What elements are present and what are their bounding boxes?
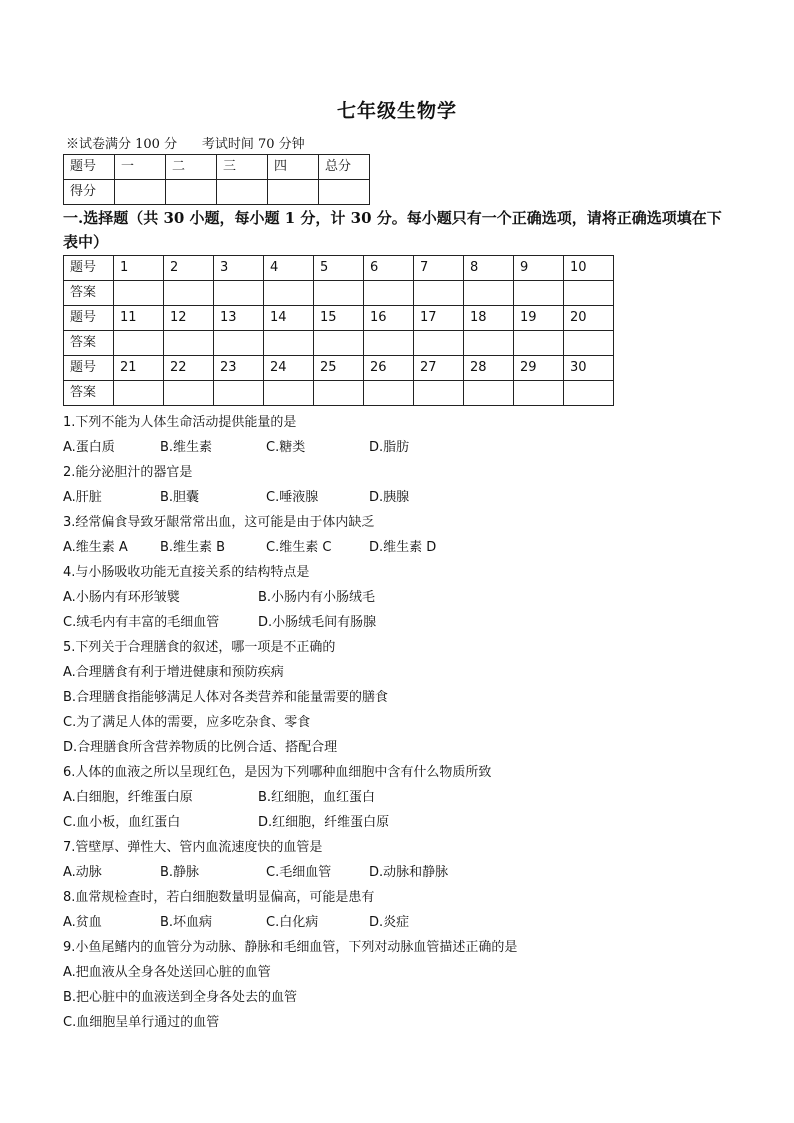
question-number-cell: 19 bbox=[514, 306, 564, 331]
answer-option: B.胆囊 bbox=[160, 490, 200, 505]
question-number-cell: 16 bbox=[364, 306, 414, 331]
question-number-cell: 2 bbox=[164, 256, 214, 281]
answer-option: C.毛细血管 bbox=[266, 865, 332, 880]
exam-info: ※试卷满分 100 分 考试时间 70 分钟 bbox=[66, 137, 305, 152]
answer-option: D.小肠绒毛间有肠腺 bbox=[258, 615, 377, 630]
answer-label: 答案 bbox=[64, 331, 114, 356]
answer-option: C.维生素 C bbox=[266, 540, 332, 555]
score-header-cell: 总分 bbox=[319, 155, 370, 180]
question-stem: 9.小鱼尾鳍内的血管分为动脉、静脉和毛细血管，下列对动脉血管描述正确的是 bbox=[63, 940, 518, 955]
answer-row bbox=[64, 331, 614, 356]
option-line bbox=[63, 860, 743, 885]
answer-cell[interactable] bbox=[214, 281, 264, 306]
answer-cell[interactable] bbox=[264, 381, 314, 406]
answer-row bbox=[64, 281, 614, 306]
answer-option: C.糖类 bbox=[266, 440, 306, 455]
question-number-cell: 5 bbox=[314, 256, 364, 281]
question-number-cell: 21 bbox=[114, 356, 164, 381]
answer-cell[interactable] bbox=[314, 381, 364, 406]
answer-option: B.维生素 B bbox=[160, 540, 226, 555]
answer-option: C.白化病 bbox=[266, 915, 319, 930]
option-line bbox=[63, 735, 743, 760]
question-stem: 7.管壁厚、弹性大、管内血流速度快的血管是 bbox=[63, 840, 323, 855]
answer-cell[interactable] bbox=[164, 331, 214, 356]
answer-number-row bbox=[64, 356, 614, 381]
option-line bbox=[63, 610, 743, 635]
answer-option: B.把心脏中的血液送到全身各处去的血管 bbox=[63, 990, 298, 1005]
question-number-cell: 17 bbox=[414, 306, 464, 331]
answer-option: A.小肠内有环形皱襞 bbox=[63, 590, 180, 605]
answer-option: A.肝脏 bbox=[63, 490, 102, 505]
option-line bbox=[63, 985, 743, 1010]
score-header-cell: 题号 bbox=[64, 155, 115, 180]
answer-cell[interactable] bbox=[364, 281, 414, 306]
question-number-cell: 8 bbox=[464, 256, 514, 281]
score-header-row bbox=[64, 155, 370, 180]
answer-cell[interactable] bbox=[364, 381, 414, 406]
question-number-cell: 24 bbox=[264, 356, 314, 381]
answer-cell[interactable] bbox=[514, 281, 564, 306]
question-stem: 1.下列不能为人体生命活动提供能量的是 bbox=[63, 415, 297, 430]
answer-option: A.贫血 bbox=[63, 915, 102, 930]
question-stem: 5.下列关于合理膳食的叙述，哪一项是不正确的 bbox=[63, 640, 336, 655]
score-header-cell: 二 bbox=[166, 155, 217, 180]
answer-option: D.胰腺 bbox=[369, 490, 410, 505]
answer-cell[interactable] bbox=[214, 381, 264, 406]
score-header-cell: 三 bbox=[217, 155, 268, 180]
option-line bbox=[63, 785, 743, 810]
answer-cell[interactable] bbox=[414, 381, 464, 406]
answer-cell[interactable] bbox=[414, 331, 464, 356]
option-line bbox=[63, 960, 743, 985]
answer-row bbox=[64, 381, 614, 406]
answer-cell[interactable] bbox=[464, 331, 514, 356]
question-number-cell: 3 bbox=[214, 256, 264, 281]
answer-number-row bbox=[64, 256, 614, 281]
question-stem: 2.能分泌胆汁的器官是 bbox=[63, 465, 193, 480]
question-number-cell: 6 bbox=[364, 256, 414, 281]
number-label: 题号 bbox=[64, 256, 114, 281]
answer-option: A.维生素 A bbox=[63, 540, 128, 555]
option-line bbox=[63, 710, 743, 735]
score-value-row bbox=[64, 180, 370, 205]
question-number-cell: 18 bbox=[464, 306, 514, 331]
answer-option: A.蛋白质 bbox=[63, 440, 115, 455]
question-number-cell: 11 bbox=[114, 306, 164, 331]
answer-cell[interactable] bbox=[564, 381, 614, 406]
question-number-cell: 29 bbox=[514, 356, 564, 381]
score-cell[interactable] bbox=[166, 180, 217, 205]
answer-cell[interactable] bbox=[414, 281, 464, 306]
question-number-cell: 20 bbox=[564, 306, 614, 331]
question-number-cell: 10 bbox=[564, 256, 614, 281]
answer-option: C.血细胞呈单行通过的血管 bbox=[63, 1015, 220, 1030]
option-line bbox=[63, 660, 743, 685]
score-row-label: 得分 bbox=[64, 180, 115, 205]
option-line bbox=[63, 1010, 743, 1035]
answer-cell[interactable] bbox=[464, 381, 514, 406]
option-line bbox=[63, 585, 743, 610]
answer-number-row bbox=[64, 306, 614, 331]
question-number-cell: 15 bbox=[314, 306, 364, 331]
question-stem: 3.经常偏食导致牙龈常常出血，这可能是由于体内缺乏 bbox=[63, 515, 375, 530]
answer-option: B.维生素 bbox=[160, 440, 213, 455]
option-line bbox=[63, 485, 743, 510]
option-line bbox=[63, 535, 743, 560]
option-line bbox=[63, 810, 743, 835]
question-number-cell: 14 bbox=[264, 306, 314, 331]
number-label: 题号 bbox=[64, 306, 114, 331]
answer-cell[interactable] bbox=[514, 381, 564, 406]
question-number-cell: 7 bbox=[414, 256, 464, 281]
answer-option: C.唾液腺 bbox=[266, 490, 319, 505]
answer-cell[interactable] bbox=[464, 281, 514, 306]
answer-cell[interactable] bbox=[264, 281, 314, 306]
score-cell[interactable] bbox=[115, 180, 166, 205]
score-cell[interactable] bbox=[217, 180, 268, 205]
answer-cell[interactable] bbox=[114, 281, 164, 306]
answer-cell[interactable] bbox=[164, 381, 214, 406]
question-number-cell: 1 bbox=[114, 256, 164, 281]
question-number-cell: 22 bbox=[164, 356, 214, 381]
answer-cell[interactable] bbox=[314, 331, 364, 356]
question-stem: 8.血常规检查时，若白细胞数量明显偏高，可能是患有 bbox=[63, 890, 375, 905]
answer-option: B.小肠内有小肠绒毛 bbox=[258, 590, 376, 605]
answer-cell[interactable] bbox=[314, 281, 364, 306]
page-title: 七年级生物学 bbox=[336, 100, 457, 122]
option-line bbox=[63, 435, 743, 460]
section-heading: 一.选择题（共 30 小题，每小题 1 分，计 30 分。每小题只有一个正确选项，请将正确选项填在下表中） bbox=[63, 209, 722, 251]
answer-option: D.红细胞，纤维蛋白原 bbox=[258, 815, 390, 830]
question-number-cell: 12 bbox=[164, 306, 214, 331]
score-table bbox=[63, 154, 370, 205]
answer-cell[interactable] bbox=[364, 331, 414, 356]
answer-option: D.维生素 D bbox=[369, 540, 437, 555]
question-number-cell: 30 bbox=[564, 356, 614, 381]
option-line bbox=[63, 910, 743, 935]
answer-option: B.静脉 bbox=[160, 865, 200, 880]
answer-cell[interactable] bbox=[564, 331, 614, 356]
answer-option: A.合理膳食有利于增进健康和预防疾病 bbox=[63, 665, 284, 680]
answer-option: A.动脉 bbox=[63, 865, 102, 880]
answer-option: C.为了满足人体的需要，应多吃杂食、零食 bbox=[63, 715, 311, 730]
answer-option: B.坏血病 bbox=[160, 915, 213, 930]
answer-option: A.把血液从全身各处送回心脏的血管 bbox=[63, 965, 271, 980]
answer-option: C.血小板，血红蛋白 bbox=[63, 815, 181, 830]
score-cell[interactable] bbox=[319, 180, 370, 205]
answer-cell[interactable] bbox=[114, 381, 164, 406]
answer-cell[interactable] bbox=[264, 331, 314, 356]
question-number-cell: 23 bbox=[214, 356, 264, 381]
question-number-cell: 26 bbox=[364, 356, 414, 381]
answer-cell[interactable] bbox=[214, 331, 264, 356]
question-stem: 6.人体的血液之所以呈现红色，是因为下列哪种血细胞中含有什么物质所致 bbox=[63, 765, 492, 780]
score-header-cell: 四 bbox=[268, 155, 319, 180]
question-number-cell: 27 bbox=[414, 356, 464, 381]
question-list bbox=[63, 410, 743, 1035]
answer-option: C.绒毛内有丰富的毛细血管 bbox=[63, 615, 220, 630]
answer-cell[interactable] bbox=[164, 281, 214, 306]
score-header-cell: 一 bbox=[115, 155, 166, 180]
option-line bbox=[63, 685, 743, 710]
question-number-cell: 9 bbox=[514, 256, 564, 281]
answer-cell[interactable] bbox=[114, 331, 164, 356]
question-number-cell: 28 bbox=[464, 356, 514, 381]
question-number-cell: 25 bbox=[314, 356, 364, 381]
answer-cell[interactable] bbox=[564, 281, 614, 306]
answer-table bbox=[63, 255, 614, 406]
answer-cell[interactable] bbox=[514, 331, 564, 356]
answer-option: A.白细胞，纤维蛋白原 bbox=[63, 790, 193, 805]
answer-label: 答案 bbox=[64, 281, 114, 306]
answer-option: D.脂肪 bbox=[369, 440, 410, 455]
answer-option: D.合理膳食所含营养物质的比例合适、搭配合理 bbox=[63, 740, 338, 755]
question-number-cell: 13 bbox=[214, 306, 264, 331]
number-label: 题号 bbox=[64, 356, 114, 381]
answer-option: D.炎症 bbox=[369, 915, 410, 930]
answer-option: B.红细胞，血红蛋白 bbox=[258, 790, 376, 805]
answer-option: D.动脉和静脉 bbox=[369, 865, 449, 880]
question-number-cell: 4 bbox=[264, 256, 314, 281]
question-stem: 4.与小肠吸收功能无直接关系的结构特点是 bbox=[63, 565, 310, 580]
answer-option: B.合理膳食指能够满足人体对各类营养和能量需要的膳食 bbox=[63, 690, 389, 705]
score-cell[interactable] bbox=[268, 180, 319, 205]
answer-label: 答案 bbox=[64, 381, 114, 406]
